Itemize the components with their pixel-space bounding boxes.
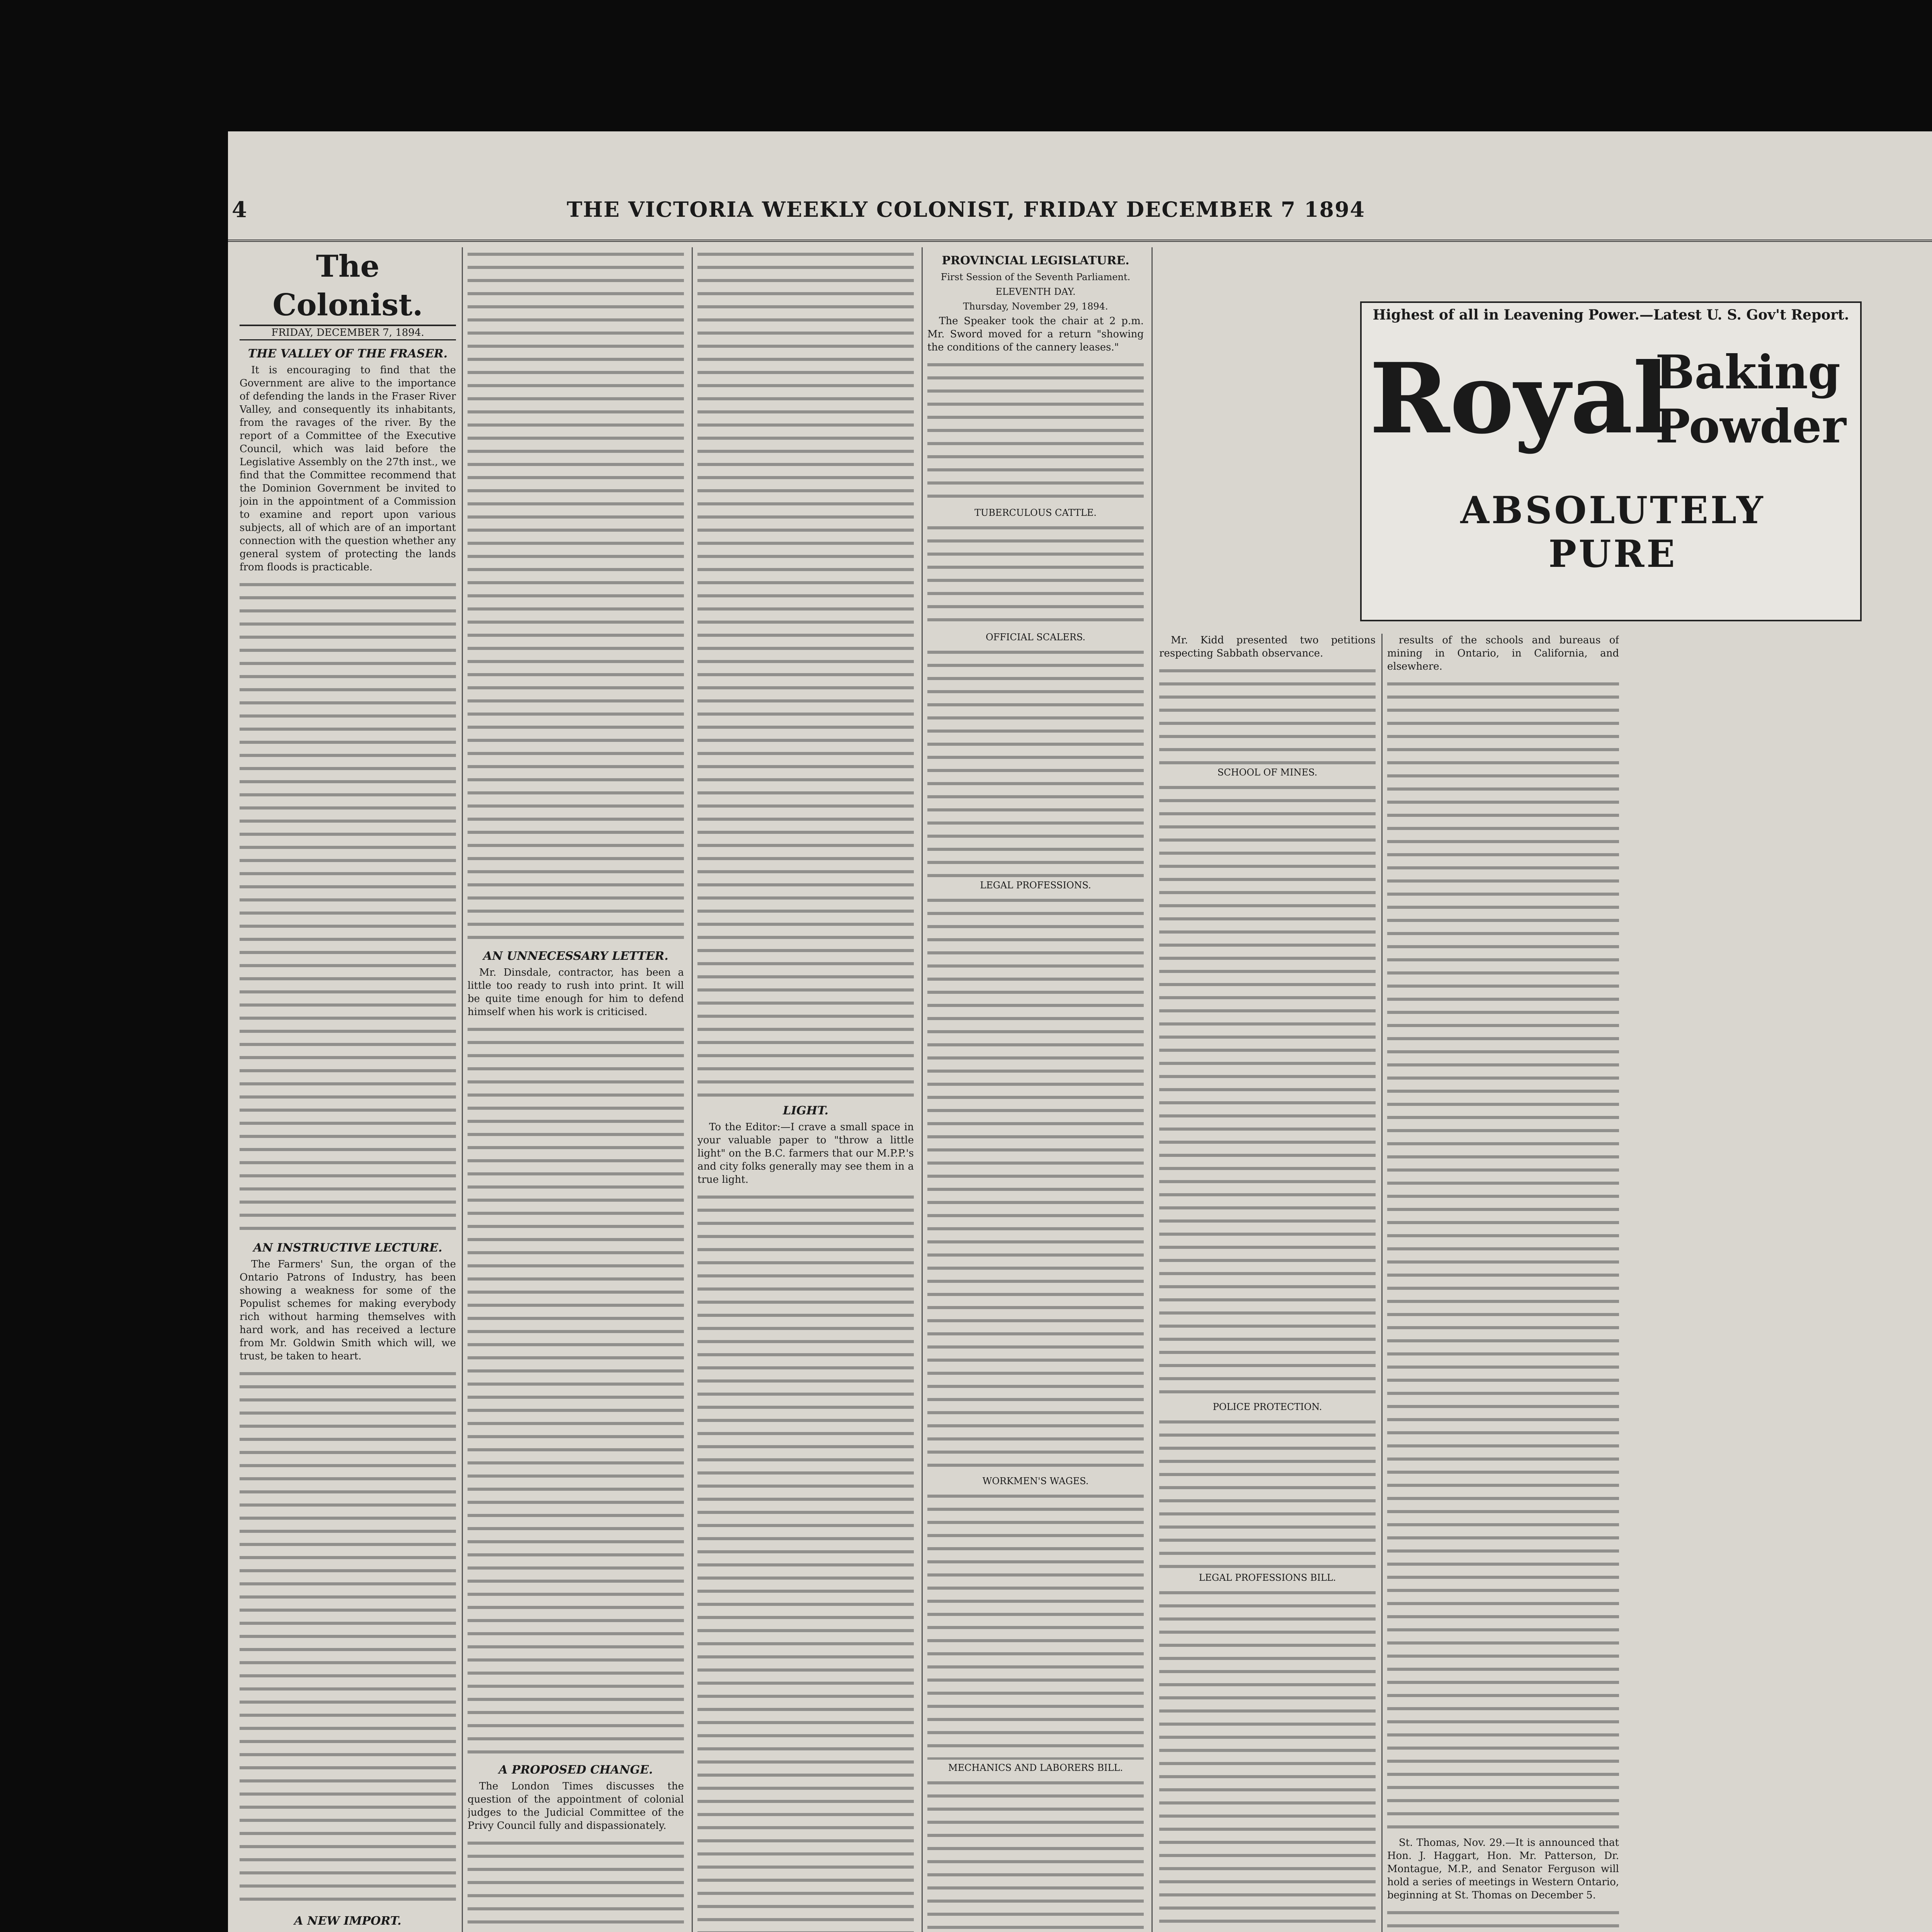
text-block <box>697 247 914 1097</box>
subheading: SCHOOL OF MINES. <box>1217 767 1318 778</box>
text-block <box>927 521 1144 629</box>
ad-product-line: Baking <box>1655 345 1841 400</box>
column-1 <box>240 247 456 1932</box>
subheading: LEGAL PROFESSIONS. <box>980 880 1091 891</box>
text-block <box>927 1489 1144 1760</box>
article-text: Mr. Kidd presented two petitions respecting Sabbath observance. <box>1159 634 1376 659</box>
text-block <box>927 893 1144 1473</box>
dateline: FRIDAY, DECEMBER 7, 1894. <box>240 326 456 340</box>
text-block <box>468 1836 684 1932</box>
column-rule <box>1151 247 1153 1932</box>
column-rule <box>462 247 463 1932</box>
article-heading: A PROPOSED CHANGE. <box>498 1763 653 1777</box>
ad-tagline: Highest of all in Leavening Power.—Latest U. S. Gov't Report. <box>1372 307 1849 323</box>
article-heading: PROVINCIAL LEGISLATURE. <box>942 254 1129 267</box>
masthead: THE VICTORIA WEEKLY COLONIST, FRIDAY DECEMBER 7 1894 <box>566 197 1366 222</box>
page-number: 4 <box>232 197 247 223</box>
ad-claim: ABSOLUTELY PURE <box>1460 488 1765 576</box>
subheading: WORKMEN'S WAGES. <box>982 1476 1089 1486</box>
text-block <box>240 578 456 1235</box>
ad-product-line: Powder <box>1655 399 1846 454</box>
article-text: The Farmers' Sun, the organ of the Ontario Patrons of Industry, has been showing a weakness for some of the Populist schemes for making everybody rich without harming themselves with hard work, and has received a lecture from Mr. Goldwin Smith which will, we trust, be taken to heart. <box>240 1259 456 1362</box>
column-5 <box>1159 634 1376 1932</box>
subheading: POLICE PROTECTION. <box>1213 1401 1322 1412</box>
text-block <box>927 645 1144 877</box>
letter-text: To the Editor:—I crave a small space in your valuable paper to "throw a little light" on the B.C. farmers that our M.P.P.'s and city folks generally may see them in a true light. <box>697 1121 914 1185</box>
article-text: The London Times discusses the question of the appointment of colonial judges to the Judicial Committee of the Privy Council fully and dispassionately. <box>468 1781 684 1832</box>
article-heading: LIGHT. <box>783 1104 828 1117</box>
column-3 <box>697 247 914 1932</box>
article-heading: AN INSTRUCTIVE LECTURE. <box>253 1241 442 1255</box>
subheading: MECHANICS AND LABORERS BILL. <box>948 1762 1123 1773</box>
text-block <box>468 247 684 943</box>
article-text: St. Thomas, Nov. 29.—It is announced that Hon. J. Haggart, Hon. Mr. Patterson, Dr. Montague, M.P., and Senator Ferguson will hold a series of meetings in Western Ontario, beginning at St. Thomas on December 5. <box>1387 1837 1619 1901</box>
text-block <box>1387 677 1619 1836</box>
text-block <box>927 358 1144 505</box>
subheading: First Session of the Seventh Parliament. <box>940 272 1131 282</box>
column-rule <box>692 247 693 1932</box>
column-rule <box>1381 634 1383 1932</box>
subheading: LEGAL PROFESSIONS BILL. <box>1199 1572 1336 1583</box>
text-block <box>927 1776 1144 1932</box>
subheading: Thursday, November 29, 1894. <box>963 301 1108 312</box>
royal-baking-powder-ad <box>1360 301 1862 621</box>
text-block <box>240 1367 456 1908</box>
article-text: The Speaker took the chair at 2 p.m. Mr. Sword moved for a return "showing the conditions of the cannery leases." <box>927 315 1144 353</box>
subheading: TUBERCULOUS CATTLE. <box>975 507 1097 518</box>
column-2 <box>468 247 684 1932</box>
text-block <box>1159 1415 1376 1570</box>
text-block <box>697 1190 914 1932</box>
column-rule <box>922 247 923 1932</box>
masthead-rule <box>228 224 1932 242</box>
article-heading: THE VALLEY OF THE FRASER. <box>248 347 448 361</box>
article-heading: A NEW IMPORT. <box>294 1914 401 1928</box>
subheading: OFFICIAL SCALERS. <box>985 632 1086 643</box>
subheading: ELEVENTH DAY. <box>995 286 1076 297</box>
ad-brand: Royal <box>1369 342 1670 455</box>
column-4 <box>927 254 1144 1932</box>
article-text: It is encouraging to find that the Government are alive to the importance of defending the lands in the Fraser River Valley, and consequently its inhabitants, from the ravages of the river. By the report of a Committee of the Executive Council, which was laid before the Legislative Assembly on the 27th inst., we find that the Committee recommend that the Dominion Government be invited to join in the appointment of a Commission to examine and report upon various subjects, all of which are of an important connection with the question whether any general system of protecting the lands from floods is practicable. <box>240 364 456 573</box>
text-block <box>1387 1906 1619 1932</box>
text-block <box>1159 664 1376 764</box>
paper-name: The Colonist. <box>240 247 456 326</box>
ad-product <box>1655 345 1846 454</box>
text-block <box>1159 1586 1376 1932</box>
text-block <box>1159 781 1376 1399</box>
article-text: results of the schools and bureaus of mining in Ontario, in California, and elsewhere. <box>1387 634 1619 672</box>
column-6 <box>1387 634 1619 1932</box>
article-heading: AN UNNECESSARY LETTER. <box>483 949 668 963</box>
text-block <box>468 1022 684 1757</box>
article-text: Mr. Dinsdale, contractor, has been a little too ready to rush into print. It will be quite time enough for him to defend himself when his work is criticised. <box>468 967 684 1018</box>
